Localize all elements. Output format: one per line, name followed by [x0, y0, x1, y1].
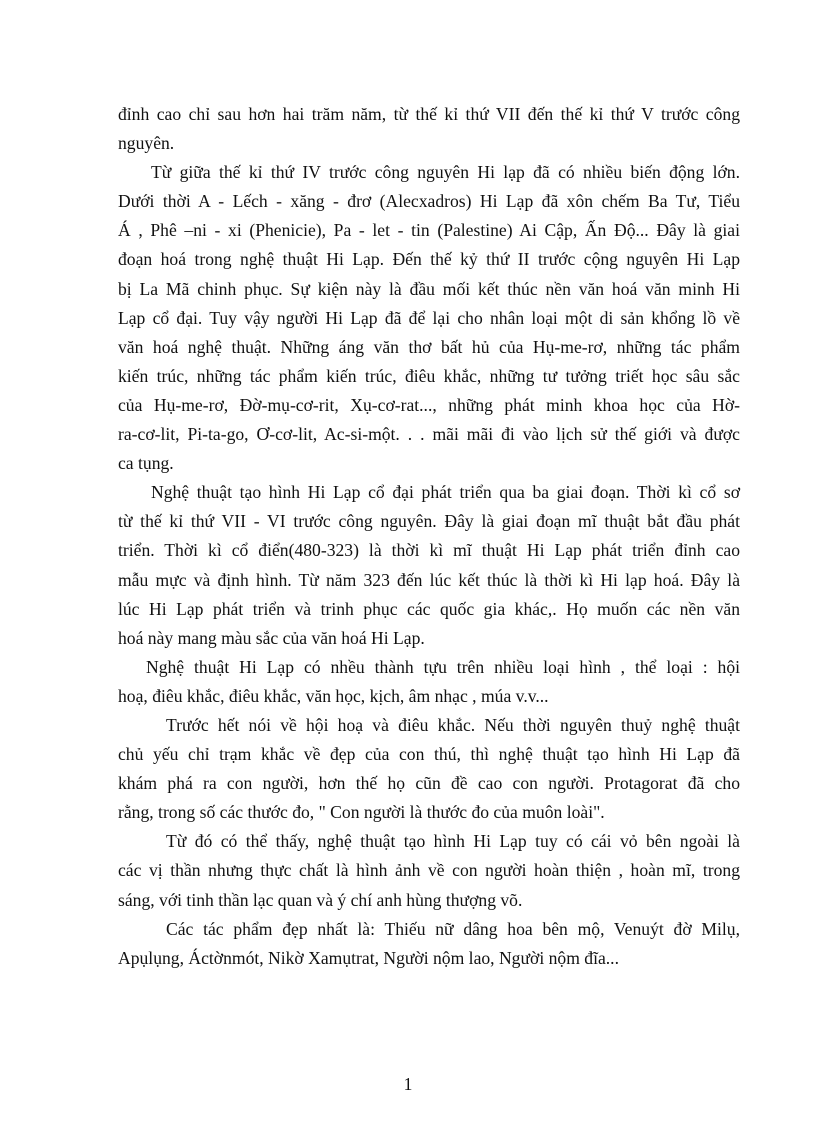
text-line: Các tác phẩm đẹp nhất là: Thiếu nữ dâng hoa bên mộ, Venuýt đờ Milụ,: [166, 918, 740, 939]
text-line: văn hoá nghệ thuật. Những áng văn thơ bất hủ của Hụ-me-rơ, những tác phẩm: [118, 336, 740, 357]
text-line: sáng, với tinh thần lạc quan và ý chí anh hùng thượng võ.: [118, 889, 523, 910]
text-line: rằng, trong số các thước đo, " Con người là thước đo của muôn loài".: [118, 802, 605, 823]
text-line: đoạn hoá trong nghệ thuật Hi Lạp. Đến thế kỷ thứ II trước cộng nguyên Hi Lạp: [118, 249, 740, 270]
text-line: của Hụ-me-rơ, Đờ-mụ-cơ-rit, Xụ-cơ-rat..., những phát minh khoa học của Hờ-: [118, 394, 740, 415]
text-line: ca tụng.: [118, 453, 174, 474]
text-line: triển. Thời kì cổ điển(480-323) là thời kì mĩ thuật Hi Lạp phát triển đỉnh cao: [118, 540, 740, 561]
paragraph: [118, 827, 740, 914]
text-line: kiến trúc, những tác phẩm kiến trúc, điêu khắc, những tư tưởng triết học sâu sắc: [118, 365, 740, 386]
text-line: mẫu mực và định hình. Từ năm 323 đến lúc kết thúc là thời kì Hi lạp hoá. Đây là: [118, 569, 740, 590]
document-page: [118, 100, 740, 973]
text-line: khám phá ra con người, hơn thế họ cũn đề cao con người. Protagorat đã cho: [118, 773, 740, 794]
paragraph: [118, 653, 740, 711]
paragraph: [118, 478, 740, 653]
text-line: bị La Mã chinh phục. Sự kiện này là đầu mối kết thúc nền văn hoá văn minh Hi: [118, 278, 740, 299]
text-line: từ thế kỉ thứ VII - VI trước công nguyên. Đây là giai đoạn mĩ thuật bắt đầu phát: [118, 511, 740, 532]
text-line: nguyên.: [118, 133, 175, 154]
text-line: Nghệ thuật Hi Lạp có nhều thành tựu trên nhiều loại hình , thể loại : hội: [146, 656, 740, 677]
text-line: hoạ, điêu khắc, điêu khắc, văn học, kịch, âm nhạc , múa v.v...: [118, 685, 549, 706]
text-line: hoá này mang màu sắc của văn hoá Hi Lạp.: [118, 627, 425, 648]
page-number: 1: [403, 1074, 413, 1094]
text-line: các vị thần nhưng thực chất là hình ảnh về con người hoàn thiện , hoàn mĩ, trong: [118, 860, 740, 881]
text-line: Trước hết nói về hội hoạ và điêu khắc. Nếu thời nguyên thuỷ nghệ thuật: [166, 714, 740, 735]
text-line: Dưới thời A - Lếch - xăng - đrơ (Alecxadros) Hi Lạp đã xôn chếm Ba Tư, Tiểu: [118, 191, 740, 212]
text-line: Á , Phê –ni - xi (Phenicie), Pa - let - tin (Palestine) Ai Cập, Ấn Độ... Đây là giai: [118, 220, 740, 241]
text-line: Apụlụng, Áctờnmót, Nikờ Xamụtrat, Người nộm lao, Người nộm đĩa...: [118, 947, 619, 968]
text-line: Lạp cổ đại. Tuy vậy người Hi Lạp đã để lại cho nhân loại một di sản khổng lồ về: [118, 307, 740, 328]
text-line: đỉnh cao chỉ sau hơn hai trăm năm, từ thế kỉ thứ VII đến thế kỉ thứ V trước công: [118, 104, 740, 124]
paragraph: [118, 711, 740, 827]
text-line: Từ đó có thể thấy, nghệ thuật tạo hình Hi Lạp tuy có cái vỏ bên ngoài là: [166, 831, 740, 852]
text-line: chủ yếu chỉ trạm khắc về đẹp của con thú, thì nghệ thuật tạo hình Hi Lạp đã: [118, 744, 740, 765]
paragraph: [118, 915, 740, 973]
paragraph: [118, 158, 740, 478]
text-line: Từ giữa thế kỉ thứ IV trước công nguyên Hi lạp đã có nhiều biến động lớn.: [151, 162, 740, 183]
text-line: lúc Hi Lạp phát triển và trinh phục các quốc gia khác,. Họ muốn các nền văn: [118, 598, 740, 619]
paragraph: [118, 100, 740, 158]
text-line: ra-cơ-lit, Pi-ta-go, Ơ-cơ-lit, Ac-si-một. . . mãi mãi đi vào lịch sử thế giới và được: [118, 424, 740, 445]
text-line: Nghệ thuật tạo hình Hi Lạp cổ đại phát triển qua ba giai đoạn. Thời kì cổ sơ: [151, 482, 740, 503]
